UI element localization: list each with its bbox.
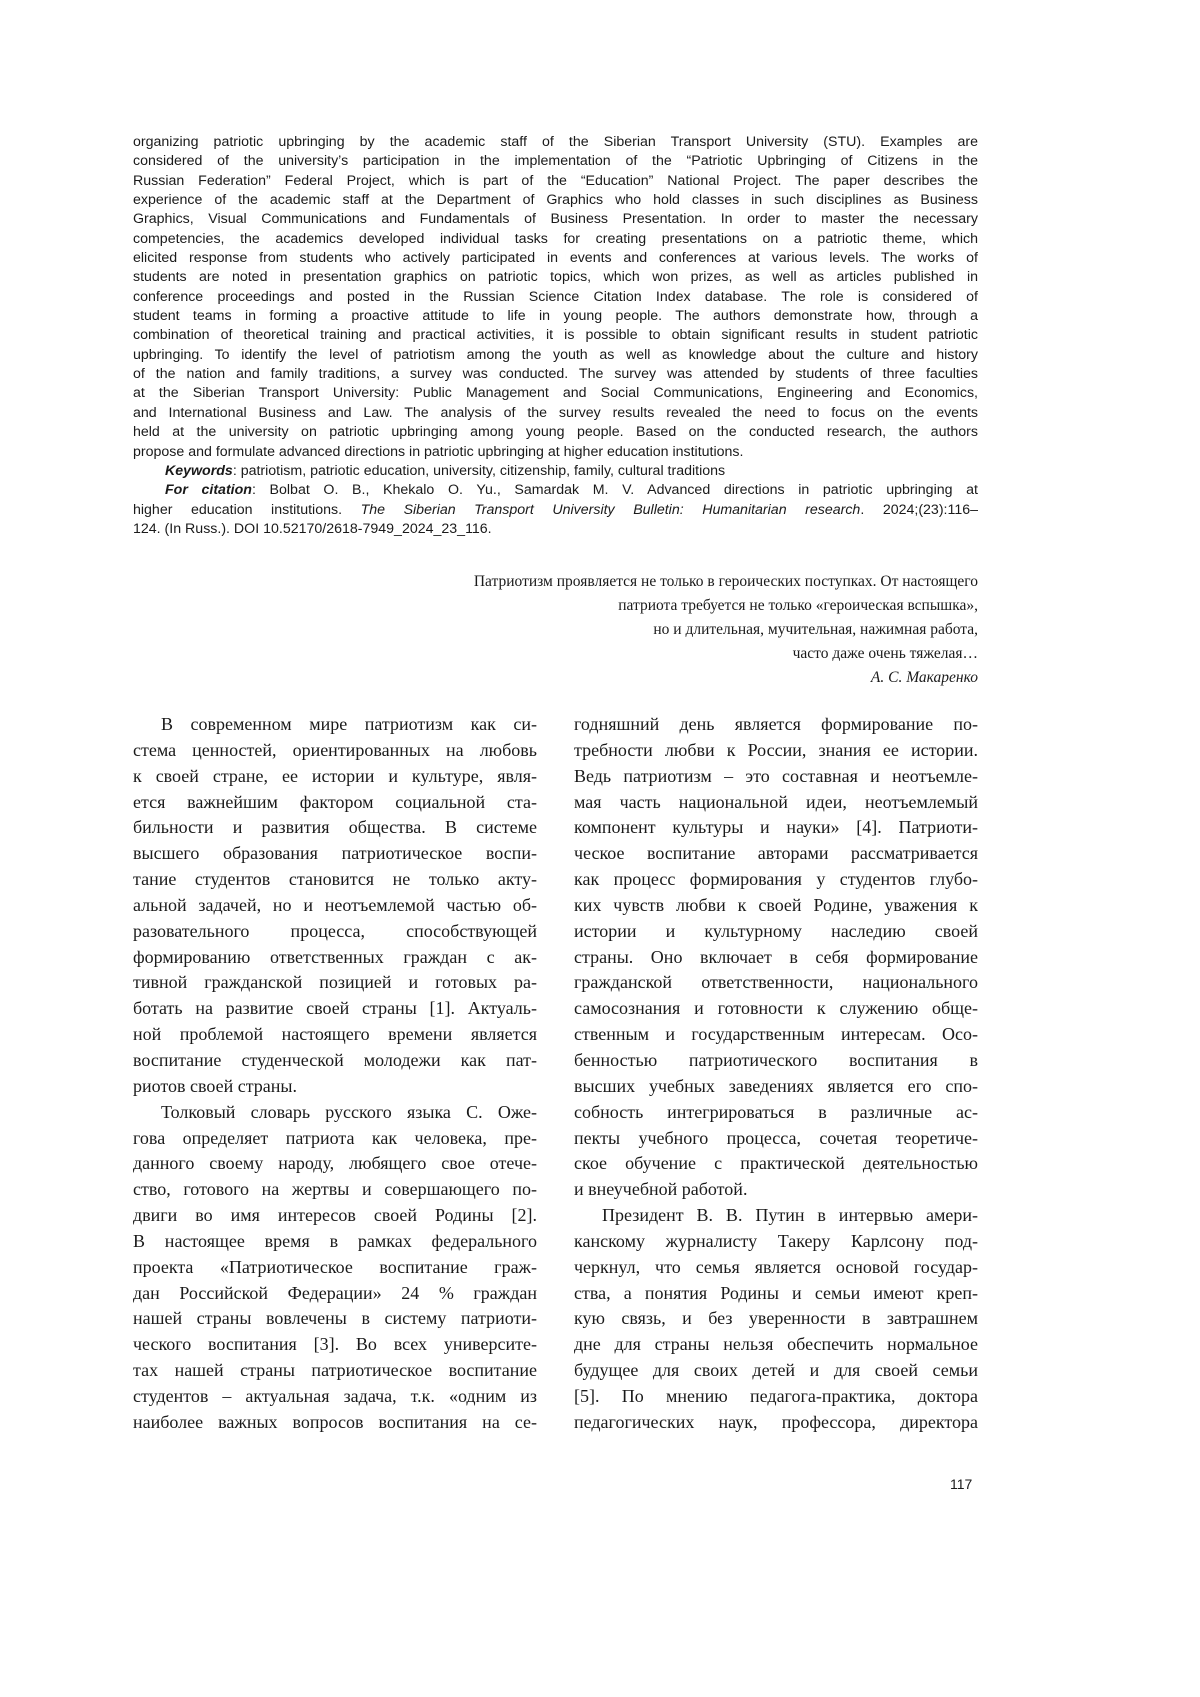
text-line: at the Siberian Transport University: Public Management and Social Communications, Engineering and Economics,	[133, 384, 978, 403]
epigraph-line: Патриотизм проявляется не только в героических поступках. От настоящего	[474, 570, 978, 594]
keywords-text: : patriotism, patriotic education, university, citizenship, family, cultural traditions	[233, 463, 725, 479]
text-line: [5]. По мнению педагога-практика, доктора	[574, 1384, 978, 1410]
text-line: organizing patriotic upbringing by the academic staff of the Siberian Transport University (STU). Examples are	[133, 133, 978, 152]
epigraph-line: патриота требуется не только «героическая вспышка»,	[474, 594, 978, 618]
text-line: гова определяет патриота как человека, пре-	[133, 1126, 537, 1152]
citation-line	[133, 481, 978, 500]
text-line: Ведь патриотизм – это составная и неотъемле-	[574, 764, 978, 790]
text-line: пекты учебного процесса, сочетая теоретиче-	[574, 1126, 978, 1152]
text-line: педагогических наук, профессора, директора	[574, 1410, 978, 1436]
text-line: held at the university on patriotic upbringing among young people. Based on the conducted research, the authors	[133, 423, 978, 442]
page-number: 117	[950, 1476, 972, 1492]
text-line: наиболее важных вопросов воспитания на се-	[133, 1410, 537, 1436]
text-line: upbringing. To identify the level of patriotism among the youth as well as knowledge about the culture and history	[133, 346, 978, 365]
text-line: Russian Federation” Federal Project, which is part of the “Education” National Project. The paper describes the	[133, 172, 978, 191]
text-line: тивной гражданской позицией и готовых ра-	[133, 970, 537, 996]
text-line: нашей страны вовлечены в систему патриоти-	[133, 1306, 537, 1332]
text-line: бильности и развития общества. В системе	[133, 815, 537, 841]
citation-journal: The Siberian Transport University Bulletin: Humanitarian research	[361, 502, 861, 518]
keywords	[133, 462, 978, 481]
text-line: тах нашей страны патриотическое воспитание	[133, 1358, 537, 1384]
text-line: будущее для своих детей и для своей семьи	[574, 1358, 978, 1384]
text-line: высших учебных заведениях является его спо-	[574, 1074, 978, 1100]
text-line: conference proceedings and posted in the Russian Science Citation Index database. The role is considered of	[133, 288, 978, 307]
text-line: ственным и государственным интересам. Осо-	[574, 1022, 978, 1048]
text-line: combination of theoretical training and practical activities, it is possible to obtain significant results in student patriotic	[133, 326, 978, 345]
epigraph-author: А. С. Макаренко	[474, 666, 978, 690]
text-line: ких чувств любви к своей Родине, уважения к	[574, 893, 978, 919]
paragraph	[574, 1203, 978, 1436]
text-line: ботать на развитие своей страны [1]. Актуаль-	[133, 996, 537, 1022]
epigraph	[474, 570, 978, 690]
text-line: student teams in forming a proactive attitude to life in young people. The authors demonstrate how, through a	[133, 307, 978, 326]
text-line: ства, а понятия Родины и семьи имеют креп-	[574, 1281, 978, 1307]
citation-text: : Bolbat O. B., Khekalo O. Yu., Samardak M. V. Advanced directions in patriotic upbringing at	[252, 482, 978, 498]
text-line: дан Российской Федерации» 24 % граждан	[133, 1281, 537, 1307]
text-line: Толковый словарь русского языка С. Оже-	[133, 1100, 537, 1126]
text-line: риотов своей страны.	[133, 1074, 537, 1100]
paragraph	[133, 1100, 537, 1436]
text-line: ство, готового на жертвы и совершающего по-	[133, 1177, 537, 1203]
text-line: мая часть национальной идеи, неотъемлемый	[574, 790, 978, 816]
text-line: альной задачей, но и неотъемлемой частью об-	[133, 893, 537, 919]
text-line: ское обучение с практической деятельностью	[574, 1151, 978, 1177]
text-line: двиги во имя интересов своей Родины [2].	[133, 1203, 537, 1229]
text-line: ной проблемой настоящего времени является	[133, 1022, 537, 1048]
text-line: стема ценностей, ориентированных на любовь	[133, 738, 537, 764]
text-line: Президент В. В. Путин в интервью амери-	[574, 1203, 978, 1229]
text-line: черкнул, что семья является основой государ-	[574, 1255, 978, 1281]
abstract	[133, 133, 978, 539]
text-line: бенностью патриотического воспитания в	[574, 1048, 978, 1074]
citation-text: . 2024;(23):116–	[860, 502, 978, 518]
text-line: годняшний день является формирование по-	[574, 712, 978, 738]
text-line: к своей стране, ее истории и культуре, явля-	[133, 764, 537, 790]
text-line: competencies, the academics developed individual tasks for creating presentations on a patriotic theme, which	[133, 230, 978, 249]
text-line: ется важнейшим фактором социальной ста-	[133, 790, 537, 816]
text-line: высшего образования патриотическое воспи-	[133, 841, 537, 867]
text-line: самосознания и готовности к служению обще-	[574, 996, 978, 1022]
left-column	[133, 712, 537, 1436]
abstract-body	[133, 133, 978, 462]
text-line: students are noted in presentation graphics on patriotic topics, which won prizes, as well as articles published in	[133, 268, 978, 287]
text-line: experience of the academic staff at the Department of Graphics who hold classes in such disciplines as Business	[133, 191, 978, 210]
citation-line	[133, 501, 978, 520]
text-line: В настоящее время в рамках федерального	[133, 1229, 537, 1255]
text-line: компонент культуры и науки» [4]. Патриоти-	[574, 815, 978, 841]
text-line: гражданской ответственности, национального	[574, 970, 978, 996]
paragraph	[574, 712, 978, 1203]
epigraph-line: часто даже очень тяжелая…	[474, 642, 978, 666]
text-line: как процесс формирования у студентов глубо-	[574, 867, 978, 893]
text-line: of the nation and family traditions, a survey was conducted. The survey was attended by students of three faculties	[133, 365, 978, 384]
text-line: ческое воспитание авторами рассматривается	[574, 841, 978, 867]
text-line: and International Business and Law. The analysis of the survey results revealed the need to focus on the events	[133, 404, 978, 423]
citation-text: higher education institutions.	[133, 502, 361, 518]
text-line: проекта «Патриотическое воспитание граж-	[133, 1255, 537, 1281]
text-line: Graphics, Visual Communications and Fundamentals of Business Presentation. In order to master the necessary	[133, 210, 978, 229]
text-line: propose and formulate advanced directions in patriotic upbringing at higher education institutions.	[133, 443, 978, 462]
citation-label: For citation	[165, 482, 252, 498]
text-line: ческого воспитания [3]. Во всех университе-	[133, 1332, 537, 1358]
text-line: формированию ответственных граждан с ак-	[133, 945, 537, 971]
right-column	[574, 712, 978, 1436]
text-line: тание студентов становится не только акту-	[133, 867, 537, 893]
text-line: собность интегрироваться в различные ас-	[574, 1100, 978, 1126]
text-line: страны. Оно включает в себя формирование	[574, 945, 978, 971]
text-line: разовательного процесса, способствующей	[133, 919, 537, 945]
text-line: данного своему народу, любящего свое отече-	[133, 1151, 537, 1177]
text-line: дне для страны нельзя обеспечить нормальное	[574, 1332, 978, 1358]
paragraph	[133, 712, 537, 1100]
text-line: истории и культурному наследию своей	[574, 919, 978, 945]
epigraph-line: но и длительная, мучительная, нажимная работа,	[474, 618, 978, 642]
keywords-label: Keywords	[165, 463, 233, 479]
text-line: требности любви к России, знания ее истории.	[574, 738, 978, 764]
text-line: кую связь, и без уверенности в завтрашнем	[574, 1306, 978, 1332]
text-line: elicited response from students who actively participated in events and conferences at various levels. The works of	[133, 249, 978, 268]
text-line: воспитание студенческой молодежи как пат-	[133, 1048, 537, 1074]
text-line: considered of the university’s participation in the implementation of the “Patriotic Upbringing of Citizens in the	[133, 152, 978, 171]
text-line: канскому журналисту Такеру Карлсону под-	[574, 1229, 978, 1255]
text-line: В современном мире патриотизм как си-	[133, 712, 537, 738]
text-line: и внеучебной работой.	[574, 1177, 978, 1203]
text-line: студентов – актуальная задача, т.к. «одним из	[133, 1384, 537, 1410]
citation-line: 124. (In Russ.). DOI 10.52170/2618-7949_2024_23_116.	[133, 520, 978, 539]
